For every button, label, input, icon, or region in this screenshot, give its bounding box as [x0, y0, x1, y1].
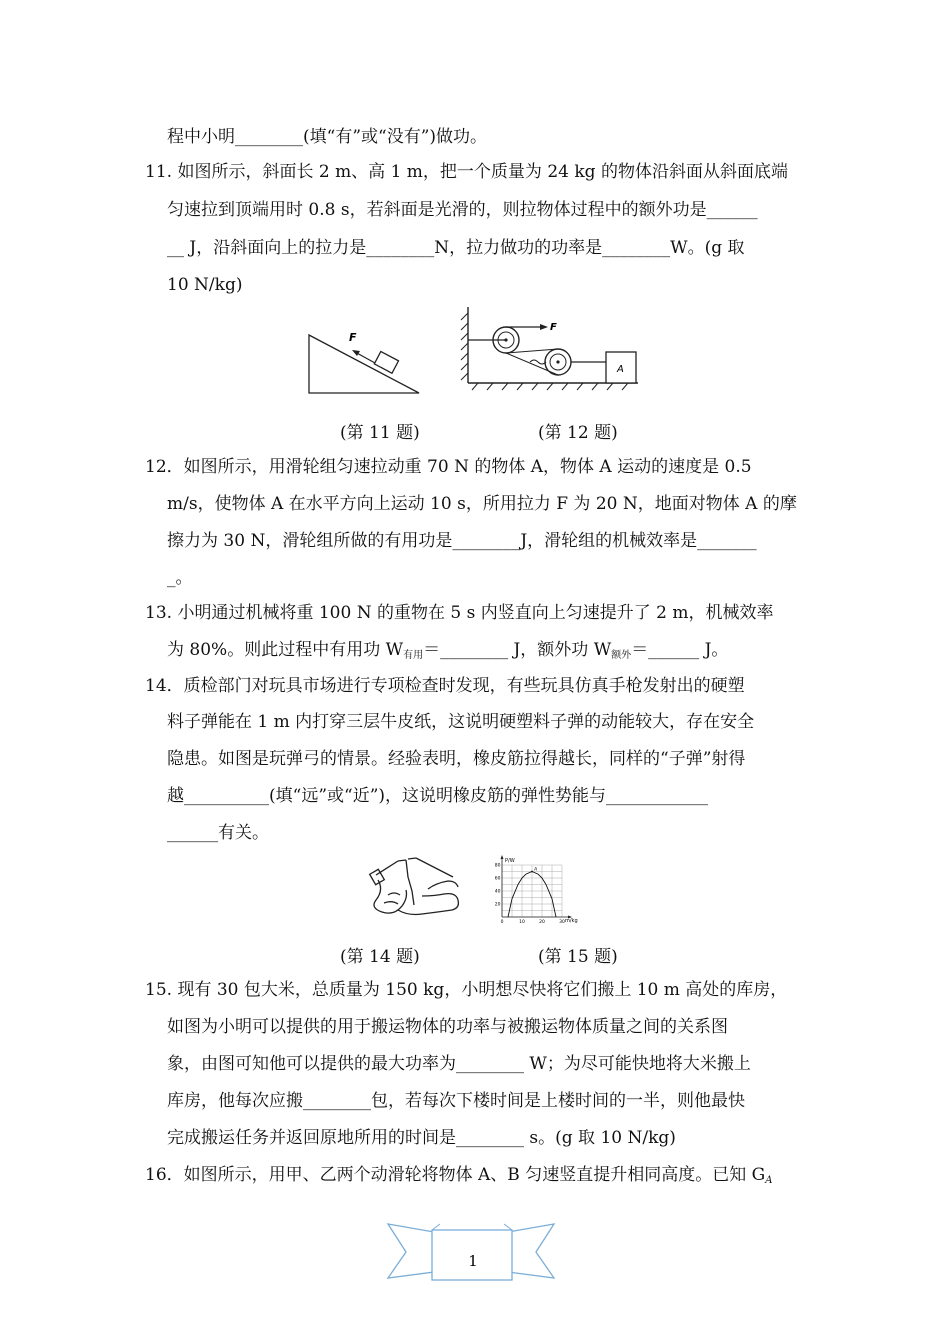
q12-line-1: 12．如图所示，用滑轮组匀速拉动重 70 N 的物体 A，物体 A 运动的速度是 0.5	[145, 457, 752, 477]
fig12-pulley-diagram	[458, 305, 648, 395]
fig11-incline-diagram	[305, 325, 425, 397]
q11-line-3: __ J，沿斜面向上的拉力是________N，拉力做功的功率是________W。(g 取	[167, 238, 745, 258]
point-a-marker	[531, 871, 533, 873]
force-label: F	[550, 322, 557, 333]
y-tick-label: 80	[494, 863, 501, 869]
q15-line-3: 象，由图可知他可以提供的最大功率为________ W；为尽可能快地将大米搬上	[167, 1054, 751, 1074]
caption-fig14: (第 14 题)	[340, 947, 420, 967]
x-tick-label: 30	[559, 920, 565, 925]
q13-text-a: 为 80%。则此过程中有用功 W	[167, 640, 404, 660]
y-tick-label: 60	[494, 876, 501, 882]
q15-line-4: 库房，他每次应搬________包，若每次下楼时间是上楼时间的一半，则他最快	[167, 1091, 745, 1111]
q15-line-2: 如图为小明可以提供的用于搬运物体的功率与被搬运物体质量之间的关系图	[167, 1017, 728, 1037]
page-number-ribbon	[388, 1222, 558, 1284]
caption-fig11: (第 11 题)	[340, 423, 420, 443]
chart-ylabel: P/W	[505, 858, 515, 864]
y-tick-label: 40	[494, 889, 501, 895]
q14-line-4: 越__________(填“远”或“近”)，这说明橡皮筋的弹性势能与____________	[167, 786, 709, 806]
q11-line-1: 11. 如图所示，斜面长 2 m、高 1 m，把一个质量为 24 kg 的物体沿斜面从斜面底端	[145, 162, 788, 182]
q13-line-1: 13. 小明通过机械将重 100 N 的重物在 5 s 内竖直向上匀速提升了 2 m，机械效率	[145, 603, 774, 623]
point-a-label: A	[534, 867, 538, 873]
fig15-power-mass-chart	[492, 857, 584, 929]
slingshot-handle	[406, 860, 414, 905]
q13-text-c: ＝______ J。	[631, 640, 729, 660]
caption-fig15: (第 15 题)	[538, 947, 618, 967]
q12-line-3: 擦力为 30 N，滑轮组所做的有用功是________J，滑轮组的机械效率是_______	[167, 531, 757, 551]
force-label: F	[349, 331, 357, 344]
q16-line-1	[145, 1163, 772, 1193]
x-tick-label: 20	[539, 920, 545, 925]
force-arrow-head	[540, 324, 548, 330]
q12-line-4: _。	[167, 568, 193, 588]
q13-sub-extra: 额外	[611, 650, 632, 661]
q14-line-5: ______有关。	[167, 823, 269, 843]
block-on-incline	[374, 351, 398, 373]
chart-xlabel: m/kg	[565, 918, 578, 924]
q11-line-4: 10 N/kg)	[167, 275, 243, 295]
block-label: A	[617, 364, 624, 375]
force-arrow-head	[352, 350, 360, 356]
q15-line-5: 完成搬运任务并返回原地所用的时间是________ s。(g 取 10 N/kg)	[167, 1128, 676, 1148]
q13-text-b: ＝________ J，额外功 W	[423, 640, 612, 660]
q14-line-1: 14．质检部门对玩具市场进行专项检查时发现，有些玩具仿真手枪发射出的硬塑	[145, 676, 745, 696]
page-number: 1	[468, 1252, 478, 1270]
q16-text: 16．如图所示，用甲、乙两个动滑轮将物体 A、B 匀速竖直提升相同高度。已知 G	[145, 1165, 766, 1185]
q16-sub-a: A	[765, 1175, 773, 1186]
y-tick-label: 20	[494, 902, 501, 908]
caption-fig12: (第 12 题)	[538, 423, 618, 443]
q13-sub-useful: 有用	[403, 650, 424, 661]
y-axis-arrow	[501, 855, 504, 859]
q10-tail: 程中小明________(填“有”或“没有”)做功。	[167, 127, 488, 147]
q12-line-2: m/s，使物体 A 在水平方向上运动 10 s，所用拉力 F 为 20 N，地面对物体 A 的摩	[167, 494, 797, 514]
q14-line-3: 隐患。如图是玩弹弓的情景。经验表明，橡皮筋拉得越长，同样的“子弹”射得	[167, 749, 746, 769]
fig14-slingshot-illustration	[368, 855, 463, 930]
q13-line-2	[167, 638, 728, 668]
q11-line-2: 匀速拉到顶端用时 0.8 s，若斜面是光滑的，则拉物体过程中的额外功是______	[167, 200, 758, 220]
x-tick-label: 10	[519, 920, 525, 925]
x-tick-label: 0	[500, 920, 504, 925]
q15-line-1: 15. 现有 30 包大米，总质量为 150 kg，小明想尽快将它们搬上 10 m 高处的库房，	[145, 980, 788, 1000]
q14-line-2: 料子弹能在 1 m 内打穿三层牛皮纸，这说明硬塑料子弹的动能较大，存在安全	[167, 712, 755, 732]
incline-triangle	[309, 335, 419, 393]
